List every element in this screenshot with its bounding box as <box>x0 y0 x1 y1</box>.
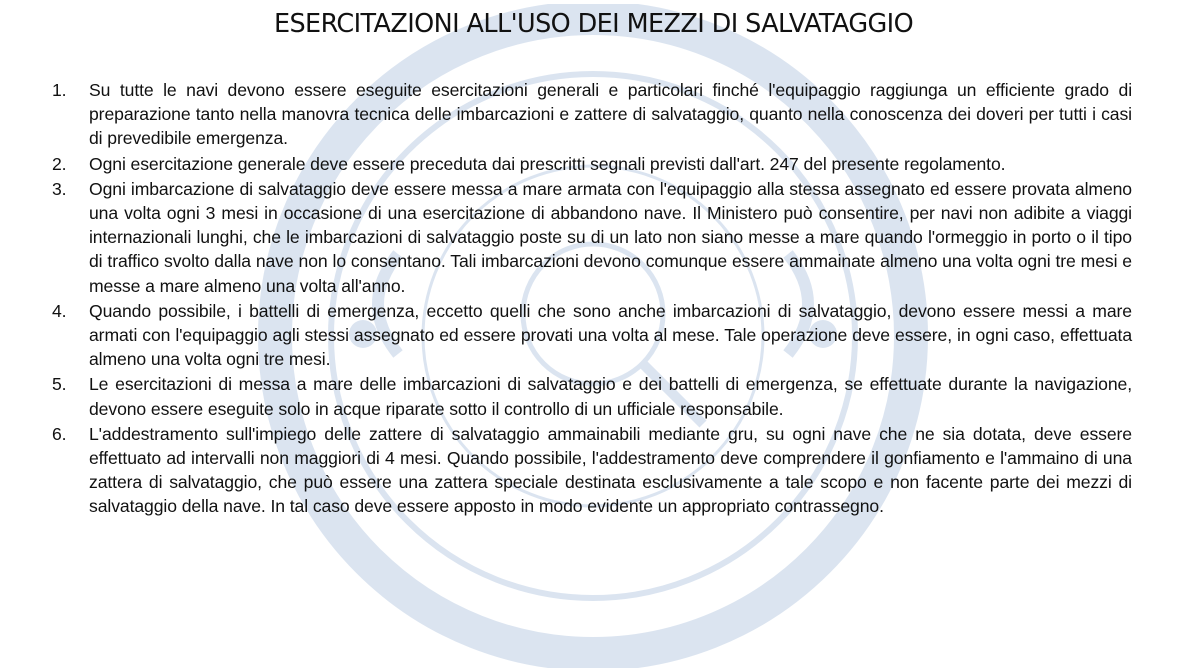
list-item-text: Ogni imbarcazione di salvataggio deve essere messa a mare armata con l'equipaggio alla stessa assegnato ed essere provata almeno una volta ogni 3 mesi in occasione di una esercitazione di abbandono nave. Il Ministero può consentire, per navi non adibite a viaggi internazionali lunghi, che le imbarcazioni di salvataggio poste su di un lato non siano messe a mare quando l'ormeggio in porto o il tipo di traffico svolto dalla nave non lo consentano. Tali imbarcazioni devono comunque essere ammainate almeno una volta ogni tre mesi e messe a mare almeno una volta all'anno. <box>89 178 1132 296</box>
list-item-text: Quando possibile, i battelli di emergenza, eccetto quelli che sono anche imbarcazioni di salvataggio, devono essere messi a mare armati con l'equipaggio agli stessi assegnato ed essere provati una volta al mese. Tale operazione deve essere, in ogni caso, effettuata almeno una volta ogni tre mesi. <box>89 300 1132 370</box>
list-item <box>52 177 1132 298</box>
list-item-number: 3. <box>52 178 67 199</box>
list-item-number: 5. <box>52 374 67 395</box>
drill-rules-list <box>52 78 1132 520</box>
list-item-text: Le esercitazioni di messa a mare delle imbarcazioni di salvataggio e dei battelli di emergenza, se effettuate durante la navigazione, devono essere eseguite solo in acque riparate sotto il controllo di un ufficiale responsabile. <box>89 374 1132 419</box>
list-item <box>52 372 1132 420</box>
list-item-text: Ogni esercitazione generale deve essere preceduta dai prescritti segnali previsti dall'art. 247 del presente regolamento. <box>89 153 1006 174</box>
list-item-number: 1. <box>52 80 67 100</box>
list-item-text: L'addestramento sull'impiego delle zattere di salvataggio ammainabili mediante gru, su ogni nave che ne sia dotata, deve essere effettuato ad intervalli non maggiori di 4 mesi. Quando possibile, l'addestramento deve comprendere il gonfiamento e l'ammaino di una zattera di salvataggio, che può essere una zattera speciale destinata esclusivamente a tale scopo e non facente parte dei mezzi di salvataggio della nave. In tal caso deve essere apposto in modo evidente un appropriato contrassegno. <box>89 423 1132 517</box>
list-item-number: 2. <box>52 153 67 174</box>
list-item <box>52 299 1132 372</box>
list-item-number: 4. <box>52 300 67 321</box>
list-item <box>52 422 1132 519</box>
list-item-text: Su tutte le navi devono essere eseguite esercitazioni generali e particolari finché l'equipaggio raggiunga un efficiente grado di preparazione tanto nella manovra tecnica delle imbarcazioni e zattere di salvataggio, quanto nella conoscenza dei doveri per tutti i casi di prevedibile emergenza. <box>89 80 1132 149</box>
list-item <box>52 152 1132 176</box>
list-item-number: 6. <box>52 423 67 444</box>
page-title: ESERCITAZIONI ALL'USO DEI MEZZI DI SALVATAGGIO <box>273 9 914 39</box>
list-item <box>52 78 1132 151</box>
